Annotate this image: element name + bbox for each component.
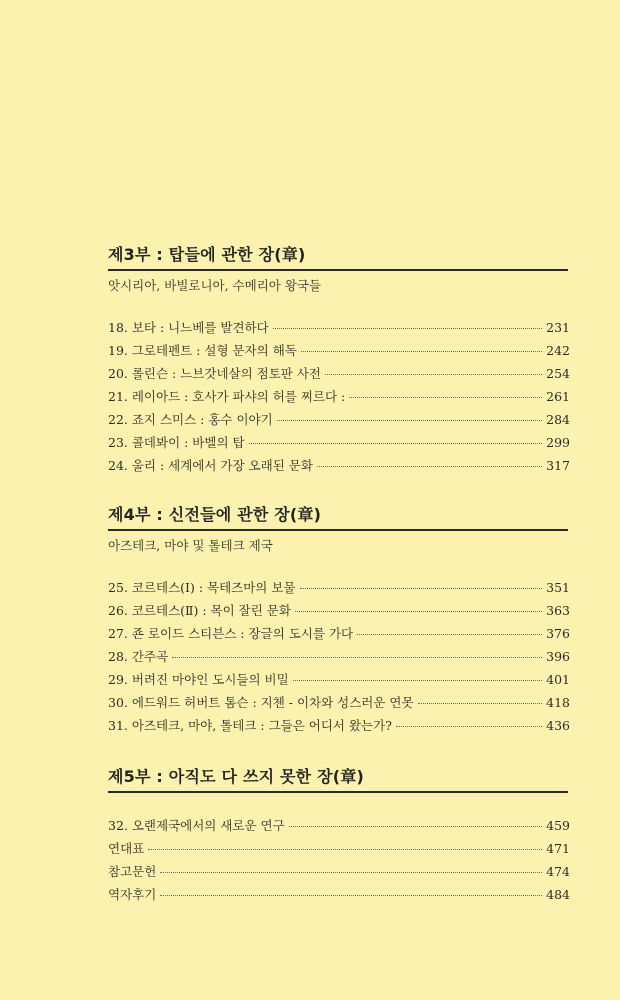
part5-toc — [108, 816, 570, 908]
entry-page: 231 — [546, 320, 570, 335]
entry-label: 25. 코르테스(Ⅰ) : 목테즈마의 보물 — [108, 580, 296, 595]
entry-page: 436 — [546, 718, 570, 733]
toc-entry-30 — [108, 693, 570, 716]
dot-leader — [172, 657, 542, 658]
dot-leader — [249, 443, 543, 444]
entry-label: 30. 에드워드 허버트 톰슨 : 지첸 - 이차와 성스러운 연못 — [108, 695, 414, 710]
toc-entry-28 — [108, 647, 570, 670]
entry-label: 31. 아즈테크, 마야, 톨테크 : 그들은 어디서 왔는가? — [108, 718, 392, 733]
entry-label: 19. 그로테펜트 : 설형 문자의 해독 — [108, 343, 297, 358]
entry-label: 32. 오랜제국에서의 새로운 연구 — [108, 818, 285, 833]
toc-entry-23 — [108, 433, 570, 456]
toc-entry-29 — [108, 670, 570, 693]
dot-leader — [295, 611, 542, 612]
part4-title: 제4부 : 신전들에 관한 장(章) — [108, 502, 568, 531]
entry-page: 317 — [546, 458, 570, 473]
entry-page: 459 — [546, 818, 570, 833]
part5-title: 제5부 : 아직도 다 쓰지 못한 장(章) — [108, 764, 568, 793]
entry-label: 27. 죤 로이드 스티븐스 : 장글의 도시를 가다 — [108, 626, 354, 641]
toc-entry-references — [108, 862, 570, 885]
dot-leader — [289, 826, 542, 827]
entry-page: 284 — [546, 412, 570, 427]
toc-entry-19 — [108, 341, 570, 364]
part3-header — [108, 242, 568, 294]
part3-subtitle: 앗시리아, 바빌로니아, 수메리아 왕국들 — [108, 278, 322, 293]
dot-leader — [277, 420, 542, 421]
entry-label: 29. 버려진 마야인 도시들의 비밀 — [108, 672, 289, 687]
entry-page: 474 — [546, 864, 570, 879]
part4-subtitle: 아즈테크, 마야 및 톨테크 제국 — [108, 538, 273, 553]
part5-header — [108, 764, 568, 793]
dot-leader — [301, 351, 542, 352]
toc-entry-25 — [108, 578, 570, 601]
part3-toc — [108, 318, 570, 479]
dot-leader — [160, 872, 542, 873]
entry-page: 363 — [546, 603, 570, 618]
dot-leader — [273, 328, 542, 329]
dot-leader — [357, 634, 542, 635]
part4-toc — [108, 578, 570, 739]
dot-leader — [160, 895, 542, 896]
dot-leader — [148, 849, 542, 850]
entry-page: 376 — [546, 626, 570, 641]
entry-label: 18. 보타 : 니느베를 발견하다 — [108, 320, 269, 335]
toc-entry-chronology — [108, 839, 570, 862]
entry-page: 401 — [546, 672, 570, 687]
dot-leader — [349, 397, 542, 398]
entry-page: 351 — [546, 580, 570, 595]
entry-label: 28. 간주곡 — [108, 649, 169, 664]
toc-entry-32 — [108, 816, 570, 839]
part4-header — [108, 502, 568, 554]
toc-entry-afterword — [108, 885, 570, 908]
dot-leader — [293, 680, 542, 681]
toc-entry-21 — [108, 387, 570, 410]
toc-entry-26 — [108, 601, 570, 624]
toc-entry-22 — [108, 410, 570, 433]
entry-page: 299 — [546, 435, 570, 450]
part3-title: 제3부 : 탑들에 관한 장(章) — [108, 242, 568, 271]
entry-page: 418 — [546, 695, 570, 710]
entry-page: 242 — [546, 343, 570, 358]
toc-entry-20 — [108, 364, 570, 387]
dot-leader — [418, 703, 543, 704]
dot-leader — [300, 588, 543, 589]
entry-page: 396 — [546, 649, 570, 664]
entry-label: 20. 롤린슨 : 느브갓네살의 점토판 사전 — [108, 366, 322, 381]
entry-page: 471 — [546, 841, 570, 856]
entry-label: 23. 콜데봐이 : 바벨의 탑 — [108, 435, 245, 450]
entry-label: 22. 죠지 스미스 : 홍수 이야기 — [108, 412, 273, 427]
toc-entry-18 — [108, 318, 570, 341]
entry-label: 참고문헌 — [108, 864, 157, 879]
entry-page: 254 — [546, 366, 570, 381]
dot-leader — [396, 726, 542, 727]
entry-label: 연대표 — [108, 841, 145, 856]
toc-entry-27 — [108, 624, 570, 647]
entry-page: 484 — [546, 887, 570, 902]
toc-entry-31 — [108, 716, 570, 739]
dot-leader — [325, 374, 542, 375]
entry-label: 21. 레이아드 : 호사가 파샤의 허를 찌르다 : — [108, 389, 346, 404]
entry-label: 26. 코르테스(Ⅱ) : 목이 잘린 문화 — [108, 603, 291, 618]
toc-entry-24 — [108, 456, 570, 479]
entry-label: 역자후기 — [108, 887, 157, 902]
dot-leader — [317, 466, 542, 467]
entry-page: 261 — [546, 389, 570, 404]
entry-label: 24. 울리 : 세계에서 가장 오래된 문화 — [108, 458, 313, 473]
